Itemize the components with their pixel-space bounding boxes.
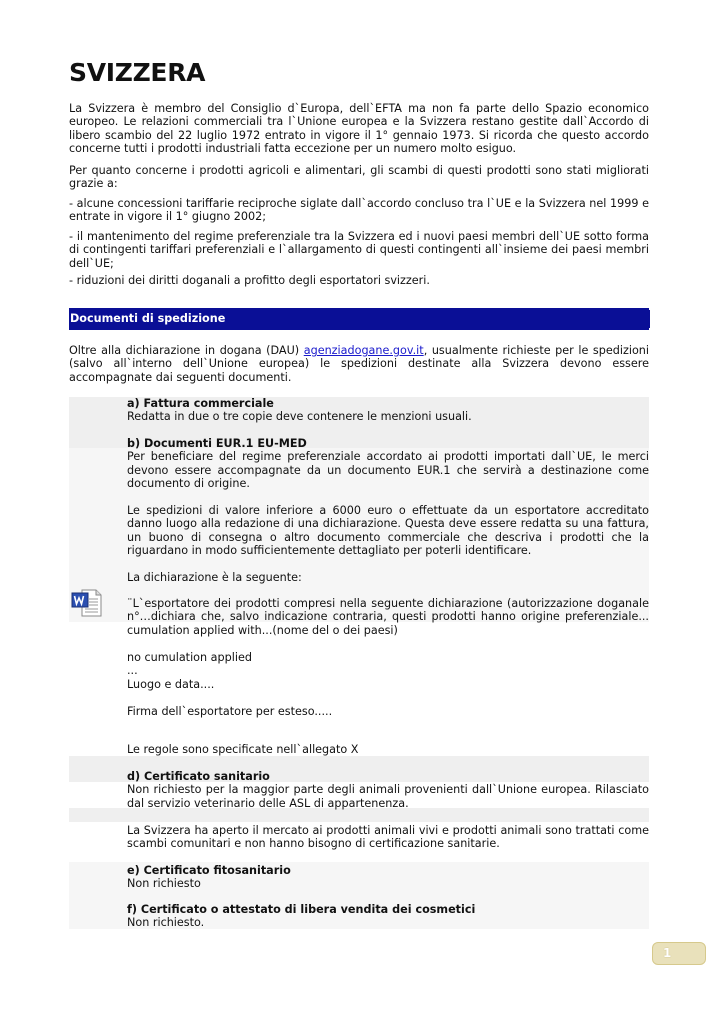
doc-b	[127, 437, 649, 491]
section-heading-bar	[69, 308, 649, 330]
doc-e-title: e) Certificato fitosanitario	[127, 864, 291, 877]
doc-b-text-4: ¨L`esportatore dei prodotti compresi nella seguente dichiarazione (autorizzazione doganale n°…dichiara che, salvo indicazione contraria, questi prodotti hanno origine preferenziale... cumulation applied with...(nome del o dei paesi)	[127, 597, 649, 637]
lead-text-after: , usualmente richieste per le spedizioni (salvo all`interno dell`Unione europea) le spedizioni destinate alla Svizzera devono essere accompagnate dai seguenti documenti.	[69, 344, 649, 384]
doc-d	[127, 770, 649, 810]
intro-paragraph-3: - alcune concessioni tariffarie reciproche siglate dall`accordo concluso tra l`UE e la Svizzera nel 1999 e entrate in vigore il 1° giugno 2002;	[69, 197, 649, 224]
intro-paragraph-2: Per quanto concerne i prodotti agricoli e alimentari, gli scambi di questi prodotti sono stati migliorati grazie a:	[69, 164, 649, 191]
doc-d-text-1: Non richiesto per la maggior parte degli animali provenienti dall`Unione europea. Rilasciato dal servizio veterinario delle ASL di appartenenza.	[127, 783, 649, 810]
doc-d-title: d) Certificato sanitario	[127, 770, 270, 783]
doc-b-text-1: Per beneficiare del regime preferenziale accordato ai prodotti importati dall`UE, le merci devono essere accompagnate da un documento EUR.1 che servirà a destinazione come documento di origine.	[127, 450, 649, 491]
doc-a	[127, 397, 649, 424]
doc-b-block-7	[127, 743, 649, 756]
lead-text-before: Oltre alla dichiarazione in dogana (DAU)	[69, 344, 304, 357]
doc-b-text-8: Firma dell`esportatore per esteso.....	[127, 705, 333, 718]
intro-paragraph-4: - il mantenimento del regime preferenziale tra la Svizzera ed i nuovi paesi membri dell`UE sotto forma di contingenti tariffari preferenziali e l`allargamento di questi contingenti all`insieme dei paesi membri dell`UE;	[69, 230, 649, 270]
doc-f	[127, 903, 649, 930]
page-number: 1	[663, 946, 672, 960]
intro-paragraph-1: La Svizzera è membro del Consiglio d`Europa, dell`EFTA ma non fa parte dello Spazio economico europeo. Le relazioni commerciali tra l`Unione europea e la Svizzera restano gestite dall`Accordo di libero scambio del 22 luglio 1972 entrato in vigore il 1° gennaio 1973. Si ricorda che questo accordo concerne tutti i prodotti industriali fatta eccezione per un numero molto esiguo.	[69, 102, 649, 156]
doc-b-block-2	[127, 504, 649, 558]
doc-b-text-3: La dichiarazione è la seguente:	[127, 571, 302, 584]
doc-b-title: b) Documenti EUR.1 EU-MED	[127, 437, 307, 450]
page-number-badge	[652, 942, 706, 965]
doc-b-text-2: Le spedizioni di valore inferiore a 6000 euro o effettuate da un esportatore accreditato danno luogo alla redazione di una dichiarazione. Questa deve essere redatta su una fattura, un buono di consegna o altro documento commerciale che descriva i prodotti che la riguardano in modo sufficientemente dettagliato per poterli identificare.	[127, 504, 649, 558]
doc-e	[127, 864, 649, 891]
doc-f-title: f) Certificato o attestato di libera vendita dei cosmetici	[127, 903, 476, 916]
page-title: SVIZZERA	[69, 58, 206, 87]
doc-a-title: a) Fattura commerciale	[127, 397, 274, 410]
doc-b-text-7: Luogo e data....	[127, 677, 215, 691]
doc-b-block-3	[127, 571, 649, 584]
section-heading: Documenti di spedizione	[70, 312, 226, 325]
doc-a-text: Redatta in due o tre copie deve contenere le menzioni usuali.	[127, 410, 472, 424]
doc-e-text: Non richiesto	[127, 877, 201, 891]
agenziadogane-link[interactable]: agenziadogane.gov.it	[303, 344, 424, 357]
doc-b-text-5: no cumulation applied	[127, 651, 252, 664]
doc-b-block-6	[127, 705, 649, 718]
doc-d-text-2: La Svizzera ha aperto il mercato ai prodotti animali vivi e prodotti animali sono trattati come scambi comunitari e non hanno bisogno di certificazione sanitarie.	[127, 824, 649, 851]
doc-d-block-2	[127, 824, 649, 851]
doc-b-block-5	[127, 651, 649, 691]
intro-paragraph-5: - riduzioni dei diritti doganali a profitto degli esportatori svizzeri.	[69, 274, 430, 287]
doc-b-block-4	[127, 597, 649, 637]
word-document-icon[interactable]	[71, 588, 103, 618]
doc-b-text-9: Le regole sono specificate nell`allegato X	[127, 743, 359, 756]
doc-f-text: Non richiesto.	[127, 916, 205, 930]
section-lead	[69, 344, 649, 384]
doc-b-text-6: ...	[127, 664, 138, 678]
